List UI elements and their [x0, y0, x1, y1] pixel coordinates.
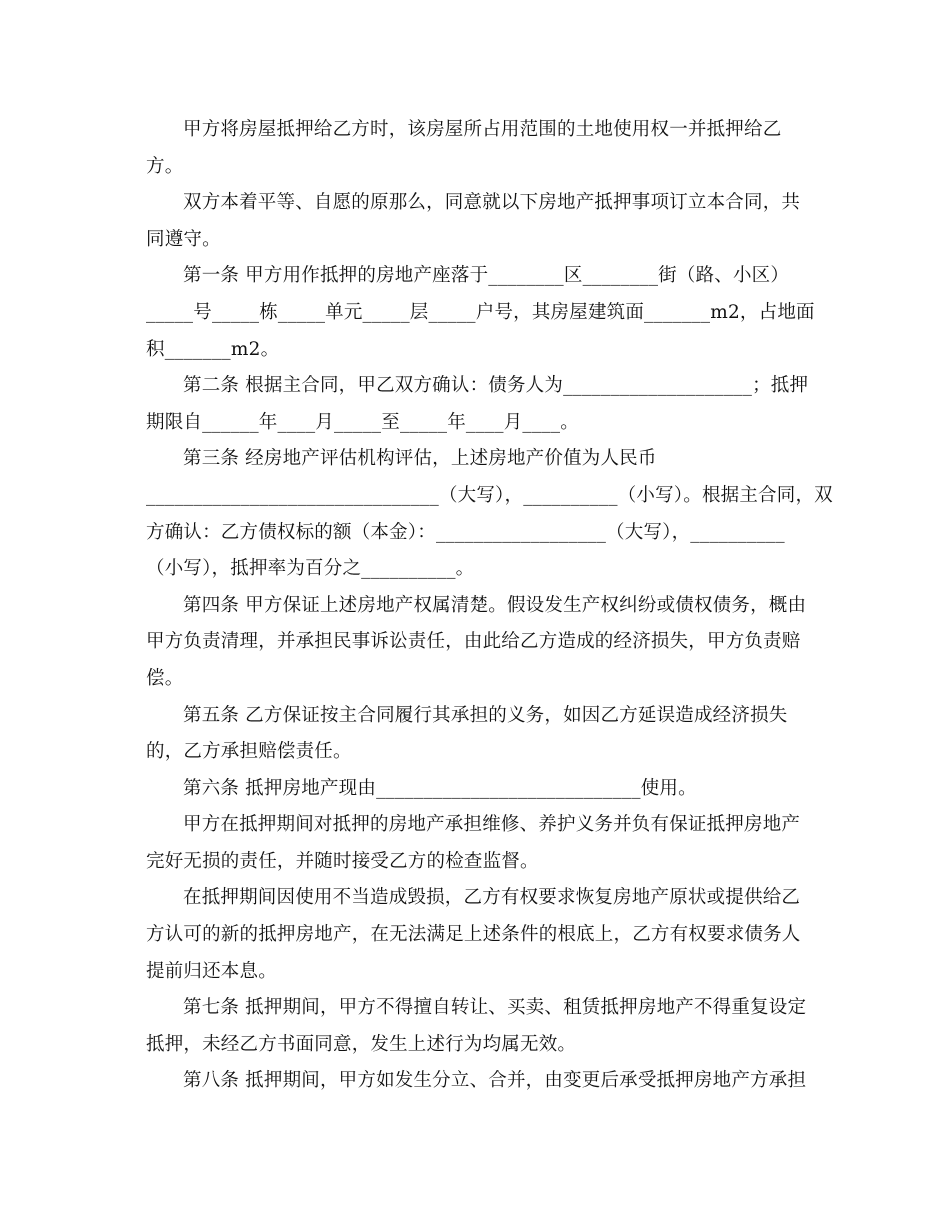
paragraph-line: 甲方将房屋抵押给乙方时，该房屋所占用范围的土地使用权一并抵押给乙 [183, 119, 782, 140]
contract-paragraph [146, 368, 809, 441]
contract-paragraph [146, 990, 807, 1063]
paragraph-line: 第六条 抵押房地产现由____________________________使用。 [183, 777, 697, 799]
contract-paragraph [146, 441, 833, 587]
paragraph-line: 期限自______年____月_____至_____年____月____。 [146, 411, 579, 433]
paragraph-line: 完好无损的责任，并随时接受乙方的检查监督。 [146, 850, 539, 872]
contract-paragraph [146, 771, 804, 808]
paragraph-line: 第一条 甲方用作抵押的房地产座落于________区________街（路、小区） [183, 265, 790, 287]
paragraph-line: 的，乙方承担赔偿责任。 [146, 741, 352, 763]
paragraph-line: 第二条 根据主合同，甲乙双方确认：债务人为____________________；抵押 [183, 375, 809, 397]
paragraph-line: 方确认：乙方债权标的额（本金）：__________________（大写），__________ [146, 521, 785, 543]
paragraph-line: 双方本着平等、自愿的原那么，同意就以下房地产抵押事项订立本合同，共 [183, 192, 801, 214]
paragraph-line: 甲方在抵押期间对抵押的房地产承担维修、养护义务并负有保证抵押房地产 [183, 814, 801, 836]
paragraph-line: 方。 [146, 155, 184, 177]
contract-paragraph [146, 698, 804, 771]
paragraph-line: 第八条 抵押期间，甲方如发生分立、合并，由变更后承受抵押房地产方承担 [183, 1070, 807, 1092]
paragraph-line: 积_______m2。 [146, 338, 280, 360]
paragraph-line: 偿。 [146, 667, 184, 689]
contract-paragraph [146, 588, 807, 698]
contract-paragraph [146, 880, 804, 990]
paragraph-line: 抵押，未经乙方书面同意，发生上述行为均属无效。 [146, 1033, 577, 1055]
paragraph-line: 同遵守。 [146, 228, 221, 250]
paragraph-line: _____号_____栋_____单元_____层_____户号，其房屋建筑面_______m2，占地面 [146, 301, 815, 323]
paragraph-line: 第四条 甲方保证上述房地产权属清楚。假设发生产权纠纷或债权债务，概由 [183, 594, 807, 616]
paragraph-line: 在抵押期间因使用不当造成毁损，乙方有权要求恢复房地产原状或提供给乙 [183, 887, 801, 909]
contract-paragraph [146, 185, 804, 258]
paragraph-line: 第五条 乙方保证按主合同履行其承担的义务，如因乙方延误造成经济损失 [183, 704, 788, 726]
paragraph-line: 第七条 抵押期间，甲方不得擅自转让、买卖、租赁抵押房地产不得重复设定 [183, 997, 807, 1019]
contract-paragraph [146, 1063, 807, 1100]
paragraph-line: 提前归还本息。 [146, 960, 277, 982]
paragraph-line: 甲方负责清理，并承担民事诉讼责任，由此给乙方造成的经济损失，甲方负责赔 [146, 631, 801, 653]
contract-paragraph [146, 807, 804, 880]
contract-paragraph [146, 112, 804, 185]
paragraph-line: 第三条 经房地产评估机构评估，上述房地产价值为人民币 [183, 448, 657, 470]
contract-paragraph [146, 258, 815, 368]
paragraph-line: 方认可的新的抵押房地产，在无法满足上述条件的根底上，乙方有权要求债务人 [146, 924, 801, 946]
paragraph-line: （小写），抵押率为百分之__________。 [146, 558, 475, 580]
paragraph-line: _______________________________（大写），__________（小写）。根据主合同，双 [146, 484, 833, 506]
